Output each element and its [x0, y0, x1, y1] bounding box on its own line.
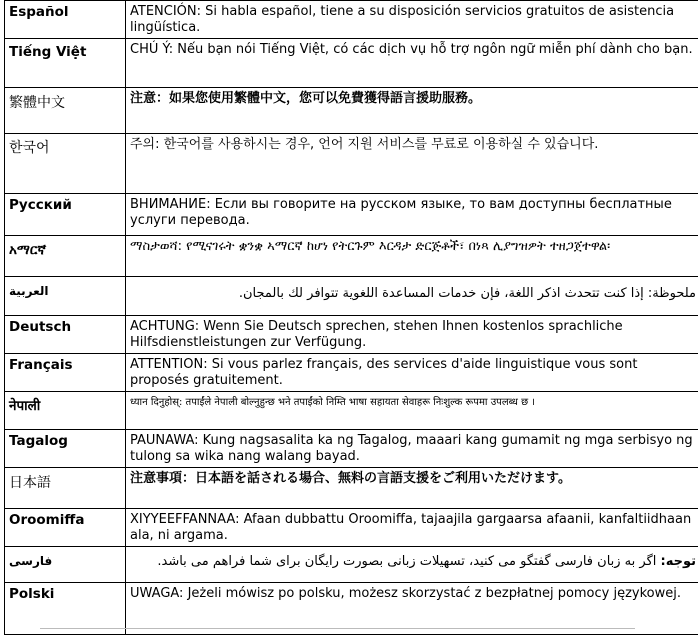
language-name: Deutsch	[5, 316, 126, 354]
notice-text: ملحوظة: إذا كنت تتحدث اذكر اللغة، فإن خدمات المساعدة اللغوية تتوافر لك بالمجان.	[126, 277, 698, 316]
language-assistance-table	[4, 0, 698, 635]
notice-text: ATENCIÓN: Si habla español, tiene a su disposición servicios gratuitos de asistencia lingüística.	[126, 1, 698, 39]
language-name: Русский	[5, 194, 126, 236]
notice-text: ВНИМАНИЕ: Если вы говорите на русском языке, то вам доступны бесплатные услуги перевода.	[126, 194, 698, 236]
language-name: አማርኛ	[5, 236, 126, 277]
notice-text: ध्यान दिनुहोस्: तपाईंले नेपाली बोल्नुहुन्छ भने तपाईंको निम्ति भाषा सहायता सेवाहरू निःशुल्क रूपमा उपलब्ध छ ।	[126, 392, 698, 430]
table-row	[5, 392, 698, 430]
table-row	[5, 1, 698, 39]
table-row	[5, 316, 698, 354]
bottom-divider	[40, 628, 635, 629]
notice-text: PAUNAWA: Kung nagsasalita ka ng Tagalog, maaari kang gumamit ng mga serbisyo ng tulong sa wika nang walang bayad.	[126, 430, 698, 468]
notice-label: توجه:	[661, 554, 696, 569]
table-row	[5, 430, 698, 468]
notice-text: ማስታወሻ: የሚናገሩት ቋንቋ ኣማርኛ ከሆነ የትርጉም እርዳታ ድርጅቶች፣ በነጻ ሊያግዝዎት ተዘጋጀተዋል፡	[126, 236, 698, 277]
language-name: Español	[5, 1, 126, 39]
table-row	[5, 194, 698, 236]
notice-text: 注意事項：日本語を話される場合、無料の言語支援をご利用いただけます。	[126, 468, 698, 509]
language-name: Tagalog	[5, 430, 126, 468]
notice-text: XIYYEEFFANNAA: Afaan dubbattu Oroomiffa, tajaajila gargaarsa afaanii, kanfaltiidhaan ala, ni argama.	[126, 509, 698, 547]
notice-text: ATTENTION: Si vous parlez français, des services d'aide linguistique vous sont proposés gratuitement.	[126, 354, 698, 392]
language-name: Polski	[5, 583, 126, 635]
table-row	[5, 88, 698, 134]
table-row	[5, 134, 698, 194]
notice-text	[126, 547, 698, 583]
language-name: Français	[5, 354, 126, 392]
notice-text: 注意：如果您使用繁體中文，您可以免費獲得語言援助服務。	[126, 88, 698, 134]
notice-text: UWAGA: Jeżeli mówisz po polsku, możesz skorzystać z bezpłatnej pomocy językowej.	[126, 583, 698, 635]
table-row	[5, 354, 698, 392]
language-name: Oroomiffa	[5, 509, 126, 547]
language-name: 日本語	[5, 468, 126, 509]
table-row	[5, 547, 698, 583]
table-row	[5, 277, 698, 316]
language-name: Tiếng Việt	[5, 39, 126, 88]
table-row	[5, 236, 698, 277]
language-name: فارسی	[5, 547, 126, 583]
table-row	[5, 583, 698, 635]
language-name: العربية	[5, 277, 126, 316]
notice-text: ACHTUNG: Wenn Sie Deutsch sprechen, stehen Ihnen kostenlos sprachliche Hilfsdienstleistungen zur Verfügung.	[126, 316, 698, 354]
table-row	[5, 468, 698, 509]
language-name: 繁體中文	[5, 88, 126, 134]
notice-text: 주의: 한국어를 사용하시는 경우, 언어 지원 서비스를 무료로 이용하실 수 있습니다.	[126, 134, 698, 194]
notice-body: اگر به زبان فارسی گفتگو می کنید، تسهیلات زبانی بصورت رایگان برای شما فراهم می باشد.	[157, 554, 660, 569]
table-row	[5, 39, 698, 88]
notice-text: CHÚ Ý: Nếu bạn nói Tiếng Việt, có các dịch vụ hỗ trợ ngôn ngữ miễn phí dành cho bạn.	[126, 39, 698, 88]
language-name: 한국어	[5, 134, 126, 194]
language-name: नेपाली	[5, 392, 126, 430]
table-row	[5, 509, 698, 547]
